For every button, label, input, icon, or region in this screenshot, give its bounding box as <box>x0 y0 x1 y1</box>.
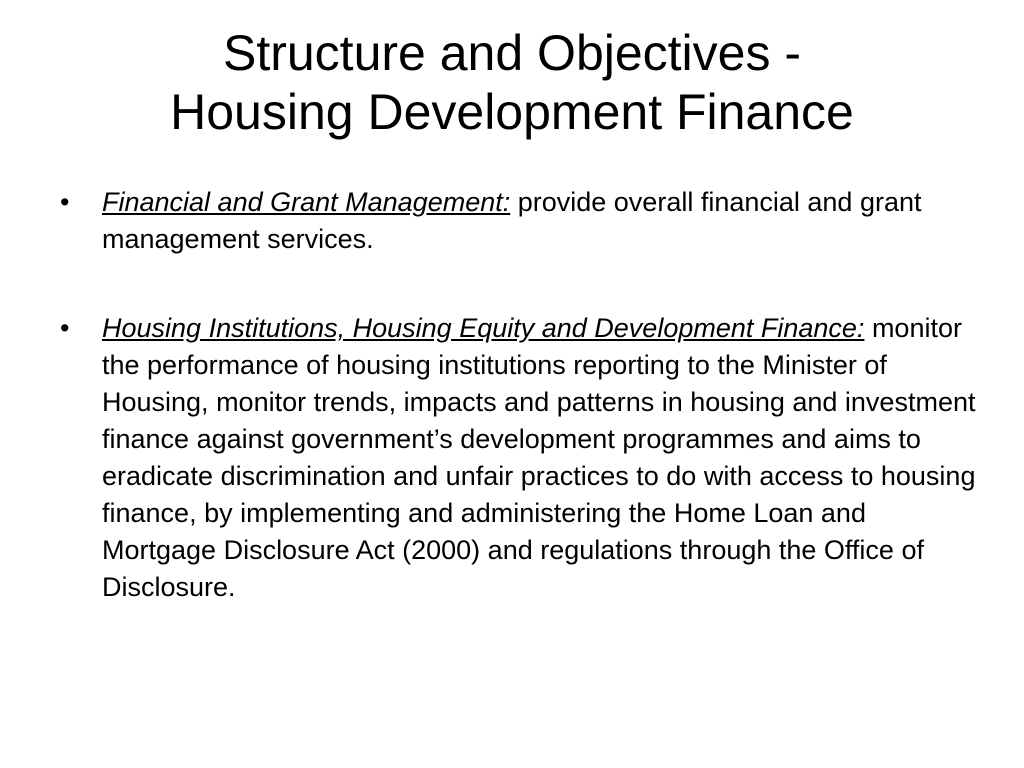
slide-title-line-2: Housing Development Finance <box>170 84 854 140</box>
bullet-list <box>60 184 980 658</box>
bullet-item-housing-institutions <box>60 310 980 606</box>
bullet-term: Financial and Grant Management: <box>102 187 511 217</box>
bullet-marker: • <box>60 187 70 217</box>
slide-title-line-1: Structure and Objectives - <box>222 25 802 81</box>
bullet-marker: • <box>60 313 70 343</box>
bullet-item-financial-grant-management <box>60 184 980 258</box>
bullet-text: provide overall financial and grant management services. <box>102 187 922 254</box>
bullet-text: monitor the performance of housing institutions reporting to the Minister of Housing, monitor trends, impacts and patterns in housing and investment finance against government’s development programmes and aims to eradicate discrimination and unfair practices to do with access to housing finance, by implementing and administering the Home Loan and Mortgage Disclosure Act (2000) and regulations through the Office of Disclosure. <box>102 313 976 602</box>
bullet-term: Housing Institutions, Housing Equity and Development Finance: <box>102 313 865 343</box>
slide-title <box>40 24 984 142</box>
